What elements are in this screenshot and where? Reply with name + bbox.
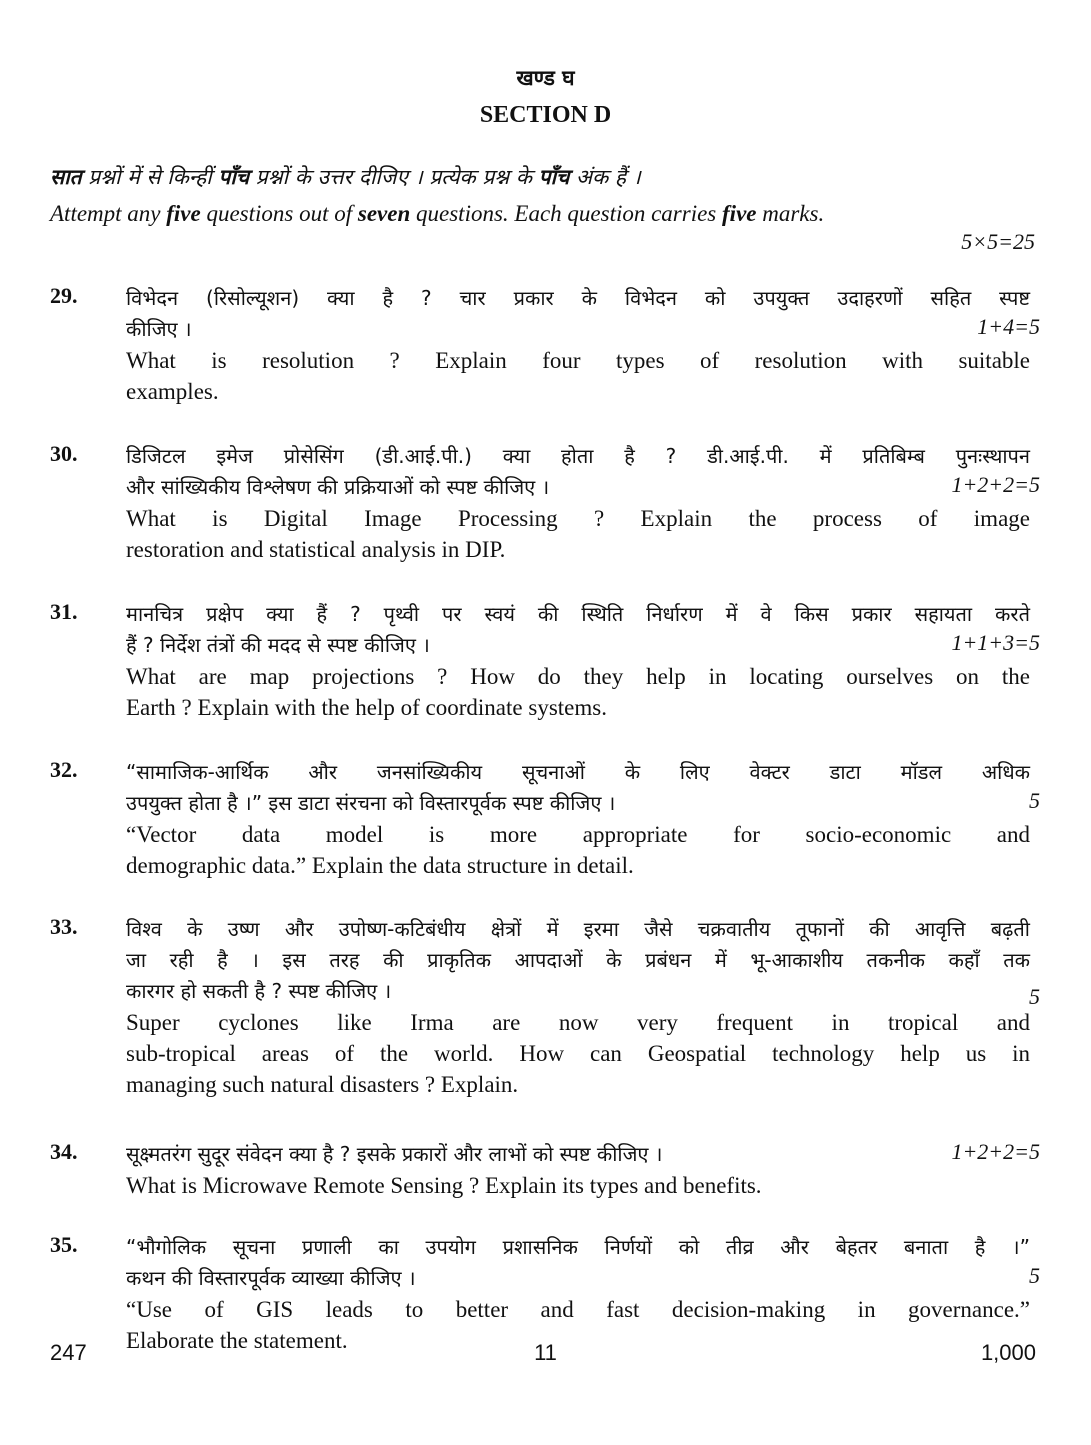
question-english-line: What are map projections ? How do they help in locating ourselves on the bbox=[126, 664, 1030, 689]
question-body bbox=[126, 757, 1030, 881]
instructions-english bbox=[50, 198, 980, 229]
question-number: 33. bbox=[50, 914, 78, 939]
question-body bbox=[126, 441, 1030, 565]
question-english-line: “Use of GIS leads to better and fast decision-making in governance.” bbox=[126, 1297, 1030, 1322]
instr-en-text-2: questions out of bbox=[200, 201, 358, 226]
question-english-line: Elaborate the statement. bbox=[126, 1328, 348, 1353]
instr-en-text-1: Attempt any bbox=[50, 201, 167, 226]
question-hindi-line: सूक्ष्मतरंग सुदूर संवेदन क्या है ? इसके प्रकारों और लाभों को स्पष्ट कीजिए । bbox=[126, 1142, 663, 1166]
footer-print-count: 1,000 bbox=[980, 1340, 1036, 1365]
question-number: 30. bbox=[50, 441, 78, 466]
instr-en-text-4: marks. bbox=[756, 201, 825, 226]
question-marks: 5 bbox=[1029, 1263, 1040, 1288]
question-body bbox=[126, 914, 1030, 1100]
question-marks: 1+2+2=5 bbox=[951, 1139, 1040, 1164]
instr-hi-text-3: अंक हैं । bbox=[569, 165, 641, 189]
question-english-line: “Vector data model is more appropriate for socio-economic and bbox=[126, 822, 1030, 847]
instr-hi-five-1: पाँच bbox=[218, 164, 250, 189]
instr-en-text-3: questions. Each question carries bbox=[410, 201, 723, 226]
footer-paper-code: 247 bbox=[50, 1340, 87, 1365]
question-body bbox=[126, 599, 1030, 723]
question-english-line: What is Microwave Remote Sensing ? Explain its types and benefits. bbox=[126, 1173, 762, 1198]
question-hindi-line: मानचित्र प्रक्षेप क्या हैं ? पृथ्वी पर स्वयं की स्थिति निर्धारण में वे किस प्रकार सहायता करते bbox=[126, 602, 1030, 626]
question-number: 29. bbox=[50, 283, 78, 308]
question-marks: 5 bbox=[1029, 788, 1040, 813]
instr-hi-text-1: प्रश्नों में से किन्हीं bbox=[81, 165, 219, 189]
question-body bbox=[126, 1232, 1030, 1356]
question-body bbox=[126, 1139, 1030, 1201]
instr-en-five-2: five bbox=[722, 201, 757, 226]
question-marks: 1+1+3=5 bbox=[951, 630, 1040, 655]
question-marks: 1+2+2=5 bbox=[951, 472, 1040, 497]
question-hindi-line: जा रही है । इस तरह की प्राकृतिक आपदाओं के प्रबंधन में भू-आकाशीय तकनीक कहाँ तक bbox=[126, 948, 1030, 972]
question-hindi-line: कारगर हो सकती है ? स्पष्ट कीजिए । bbox=[126, 979, 392, 1003]
question-english-line: restoration and statistical analysis in DIP. bbox=[126, 537, 506, 562]
instr-en-seven: seven bbox=[357, 201, 411, 226]
question-english-line: Earth ? Explain with the help of coordinate systems. bbox=[126, 695, 607, 720]
question-english-line: managing such natural disasters ? Explain. bbox=[126, 1072, 519, 1097]
question-marks: 1+4=5 bbox=[977, 314, 1040, 339]
instr-hi-seven: सात bbox=[50, 164, 82, 189]
question-number: 32. bbox=[50, 757, 78, 782]
question-number: 35. bbox=[50, 1232, 78, 1257]
question-english-line: Super cyclones like Irma are now very frequent in tropical and bbox=[126, 1010, 1030, 1035]
question-marks: 5 bbox=[1029, 984, 1040, 1009]
instr-en-five-1: five bbox=[166, 201, 201, 226]
question-number: 34. bbox=[50, 1139, 78, 1164]
question-hindi-line: विभेदन (रिसोल्यूशन) क्या है ? चार प्रकार के विभेदन को उपयुक्त उदाहरणों सहित स्पष्ट bbox=[126, 286, 1030, 310]
question-english-line: examples. bbox=[126, 379, 219, 404]
question-hindi-line: उपयुक्त होता है ।” इस डाटा संरचना को विस्तारपूर्वक स्पष्ट कीजिए । bbox=[126, 791, 616, 815]
instructions-hindi bbox=[50, 161, 980, 193]
question-hindi-line: डिजिटल इमेज प्रोसेसिंग (डी.आई.पी.) क्या होता है ? डी.आई.पी. में प्रतिबिम्ब पुनःस्थापन bbox=[126, 444, 1030, 468]
section-title-hindi: खण्ड घ bbox=[516, 65, 575, 90]
question-english-line: What is resolution ? Explain four types of resolution with suitable bbox=[126, 348, 1030, 373]
question-body bbox=[126, 283, 1030, 407]
footer-page-number: 11 bbox=[534, 1340, 557, 1365]
question-hindi-line: विश्व के उष्ण और उपोष्ण-कटिबंधीय क्षेत्रों में इरमा जैसे चक्रवातीय तूफानों की आवृत्ति बढ़ती bbox=[126, 917, 1030, 941]
question-hindi-line: और सांख्यिकीय विश्लेषण की प्रक्रियाओं को स्पष्ट कीजिए । bbox=[126, 475, 550, 499]
instr-hi-text-2: प्रश्नों के उत्तर दीजिए । प्रत्येक प्रश्न के bbox=[249, 165, 539, 189]
instr-hi-five-2: पाँच bbox=[538, 164, 570, 189]
section-total-marks: 5×5=25 bbox=[961, 229, 1035, 254]
question-english-line: demographic data.” Explain the data structure in detail. bbox=[126, 853, 634, 878]
question-hindi-line: हैं ? निर्देश तंत्रों की मदद से स्पष्ट कीजिए । bbox=[126, 633, 430, 657]
question-english-line: What is Digital Image Processing ? Explain the process of image bbox=[126, 506, 1030, 531]
question-hindi-line: “भौगोलिक सूचना प्रणाली का उपयोग प्रशासनिक निर्णयों को तीव्र और बेहतर बनाता है ।” bbox=[126, 1235, 1030, 1259]
question-hindi-line: कीजिए । bbox=[126, 317, 192, 341]
question-english-line: sub-tropical areas of the world. How can Geospatial technology help us in bbox=[126, 1041, 1030, 1066]
question-hindi-line: कथन की विस्तारपूर्वक व्याख्या कीजिए । bbox=[126, 1266, 416, 1290]
section-title-english: SECTION D bbox=[479, 102, 612, 128]
question-hindi-line: “सामाजिक-आर्थिक और जनसांख्यिकीय सूचनाओं के लिए वेक्टर डाटा मॉडल अधिक bbox=[126, 760, 1030, 784]
question-number: 31. bbox=[50, 599, 78, 624]
